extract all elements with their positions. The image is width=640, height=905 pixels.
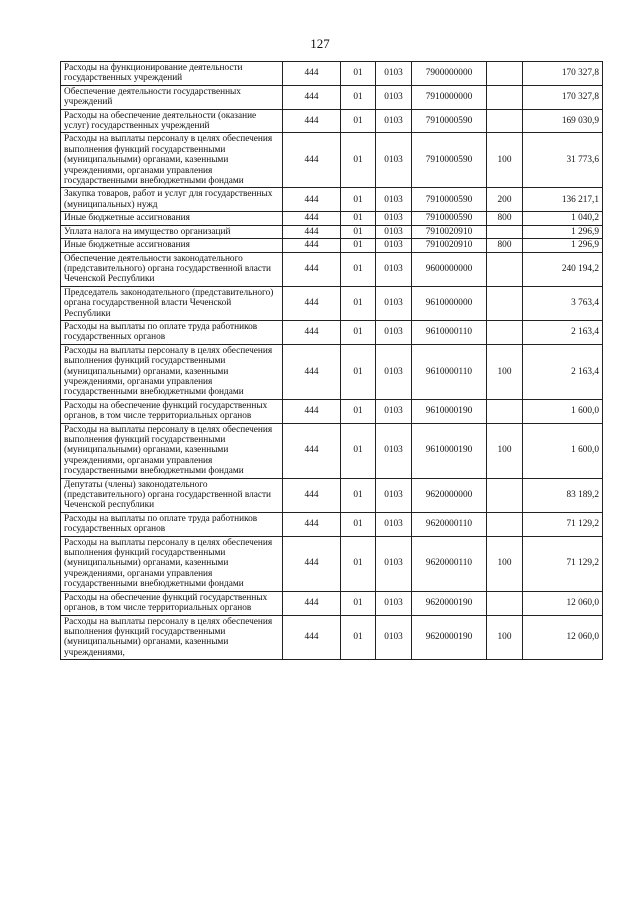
row-vr [487,399,523,423]
row-sum: 83 189,2 [523,478,603,512]
row-rz: 01 [341,286,376,320]
row-name: Расходы на обеспечение деятельности (оказание услуг) государственных учреждений [61,109,283,133]
row-csr: 9610000110 [412,320,487,344]
row-name: Расходы на обеспечение функций государственных органов, в том числе территориальных органов [61,591,283,615]
row-ved: 444 [283,212,341,225]
row-sum: 1 296,9 [523,239,603,252]
table-row [61,109,603,133]
table-row [61,591,603,615]
row-rz: 01 [341,615,376,660]
row-csr: 9620000110 [412,512,487,536]
row-csr: 9610000190 [412,399,487,423]
row-sum: 2 163,4 [523,320,603,344]
row-pr: 0103 [376,188,412,212]
row-rz: 01 [341,133,376,188]
row-rz: 01 [341,62,376,86]
row-pr: 0103 [376,591,412,615]
row-pr: 0103 [376,109,412,133]
row-name: Закупка товаров, работ и услуг для государственных (муниципальных) нужд [61,188,283,212]
row-rz: 01 [341,344,376,399]
row-rz: 01 [341,212,376,225]
row-csr: 7900000000 [412,62,487,86]
row-vr [487,512,523,536]
row-rz: 01 [341,188,376,212]
row-name: Расходы на выплаты персоналу в целях обеспечения выполнения функций государственными (муниципальными) органами, казенными учреждениями, органами управления государственными внебюджетными фондами [61,133,283,188]
row-vr [487,225,523,238]
row-rz: 01 [341,85,376,109]
row-csr: 7910000590 [412,188,487,212]
row-name: Расходы на обеспечение функций государственных органов, в том числе территориальных органов [61,399,283,423]
row-vr: 100 [487,423,523,478]
row-rz: 01 [341,252,376,286]
row-vr: 200 [487,188,523,212]
row-sum: 1 040,2 [523,212,603,225]
row-pr: 0103 [376,344,412,399]
row-vr [487,320,523,344]
row-sum: 12 060,0 [523,591,603,615]
row-name: Обеспечение деятельности законодательного (представительного) органа государственной власти Чеченской Республики [61,252,283,286]
table-row [61,423,603,478]
row-ved: 444 [283,109,341,133]
row-ved: 444 [283,239,341,252]
row-csr: 9620000190 [412,615,487,660]
row-vr: 100 [487,615,523,660]
row-csr: 9610000110 [412,344,487,399]
table-row [61,252,603,286]
row-sum: 170 327,8 [523,62,603,86]
row-vr: 100 [487,133,523,188]
row-sum: 71 129,2 [523,512,603,536]
row-rz: 01 [341,225,376,238]
row-rz: 01 [341,478,376,512]
row-csr: 7910020910 [412,239,487,252]
table-row [61,536,603,591]
row-ved: 444 [283,286,341,320]
row-pr: 0103 [376,615,412,660]
table-row [61,212,603,225]
table-row [61,62,603,86]
table-row [61,512,603,536]
row-pr: 0103 [376,399,412,423]
row-vr: 800 [487,212,523,225]
row-vr [487,478,523,512]
row-vr [487,286,523,320]
row-rz: 01 [341,399,376,423]
table-row [61,478,603,512]
row-vr: 100 [487,344,523,399]
row-csr: 7910000590 [412,133,487,188]
row-name: Обеспечение деятельности государственных учреждений [61,85,283,109]
row-sum: 1 600,0 [523,423,603,478]
row-csr: 9620000000 [412,478,487,512]
row-vr [487,109,523,133]
row-pr: 0103 [376,239,412,252]
row-ved: 444 [283,320,341,344]
row-pr: 0103 [376,320,412,344]
row-name: Расходы на выплаты персоналу в целях обеспечения выполнения функций государственными (муниципальными) органами, казенными учреждениями, [61,615,283,660]
row-vr: 800 [487,239,523,252]
row-pr: 0103 [376,133,412,188]
row-name: Расходы на выплаты персоналу в целях обеспечения выполнения функций государственными (муниципальными) органами, казенными учреждениями, органами управления государственными внебюджетными фондами [61,344,283,399]
table-row [61,286,603,320]
row-sum: 1 296,9 [523,225,603,238]
row-ved: 444 [283,478,341,512]
row-vr [487,62,523,86]
row-ved: 444 [283,85,341,109]
table-row [61,399,603,423]
row-csr: 9620000190 [412,591,487,615]
row-ved: 444 [283,536,341,591]
row-rz: 01 [341,239,376,252]
row-csr: 9600000000 [412,252,487,286]
row-pr: 0103 [376,423,412,478]
row-rz: 01 [341,512,376,536]
table-row [61,615,603,660]
row-name: Расходы на функционирование деятельности государственных учреждений [61,62,283,86]
table-row [61,188,603,212]
row-csr: 9610000190 [412,423,487,478]
row-pr: 0103 [376,536,412,591]
row-ved: 444 [283,252,341,286]
row-ved: 444 [283,399,341,423]
table-row [61,225,603,238]
row-sum: 71 129,2 [523,536,603,591]
row-rz: 01 [341,591,376,615]
row-sum: 169 030,9 [523,109,603,133]
row-pr: 0103 [376,252,412,286]
row-sum: 1 600,0 [523,399,603,423]
row-ved: 444 [283,591,341,615]
row-name: Уплата налога на имущество организаций [61,225,283,238]
row-csr: 9610000000 [412,286,487,320]
row-ved: 444 [283,188,341,212]
row-ved: 444 [283,615,341,660]
table-row [61,320,603,344]
row-ved: 444 [283,423,341,478]
row-pr: 0103 [376,286,412,320]
row-sum: 170 327,8 [523,85,603,109]
row-ved: 444 [283,133,341,188]
row-pr: 0103 [376,85,412,109]
table-row [61,344,603,399]
row-csr: 7910000590 [412,212,487,225]
row-vr [487,85,523,109]
row-name: Депутаты (члены) законодательного (представительного) органа государственной власти Чеченской республики [61,478,283,512]
row-sum: 31 773,6 [523,133,603,188]
row-csr: 7910000000 [412,85,487,109]
row-pr: 0103 [376,62,412,86]
row-sum: 12 060,0 [523,615,603,660]
row-csr: 7910000590 [412,109,487,133]
row-name: Расходы на выплаты по оплате труда работников государственных органов [61,512,283,536]
row-rz: 01 [341,536,376,591]
row-sum: 136 217,1 [523,188,603,212]
row-name: Расходы на выплаты по оплате труда работников государственных органов [61,320,283,344]
row-sum: 240 194,2 [523,252,603,286]
table-row [61,85,603,109]
row-pr: 0103 [376,478,412,512]
row-ved: 444 [283,62,341,86]
row-pr: 0103 [376,512,412,536]
row-name: Расходы на выплаты персоналу в целях обеспечения выполнения функций государственными (муниципальными) органами, казенными учреждениями, органами управления государственными внебюджетными фондами [61,423,283,478]
row-ved: 444 [283,512,341,536]
row-name: Расходы на выплаты персоналу в целях обеспечения выполнения функций государственными (муниципальными) органами, казенными учреждениями, органами управления государственными внебюджетными фондами [61,536,283,591]
row-ved: 444 [283,344,341,399]
row-sum: 2 163,4 [523,344,603,399]
row-rz: 01 [341,109,376,133]
row-csr: 9620000110 [412,536,487,591]
row-rz: 01 [341,320,376,344]
row-name: Иные бюджетные ассигнования [61,239,283,252]
row-pr: 0103 [376,225,412,238]
table-row [61,239,603,252]
budget-table-body [61,62,603,660]
row-pr: 0103 [376,212,412,225]
row-vr [487,252,523,286]
row-vr [487,591,523,615]
row-vr: 100 [487,536,523,591]
page-number: 127 [310,36,330,51]
table-row [61,133,603,188]
row-name: Иные бюджетные ассигнования [61,212,283,225]
row-csr: 7910020910 [412,225,487,238]
row-rz: 01 [341,423,376,478]
budget-table [60,61,603,660]
row-ved: 444 [283,225,341,238]
row-name: Председатель законодательного (представительного) органа государственной власти Чеченской Республики [61,286,283,320]
row-sum: 3 763,4 [523,286,603,320]
